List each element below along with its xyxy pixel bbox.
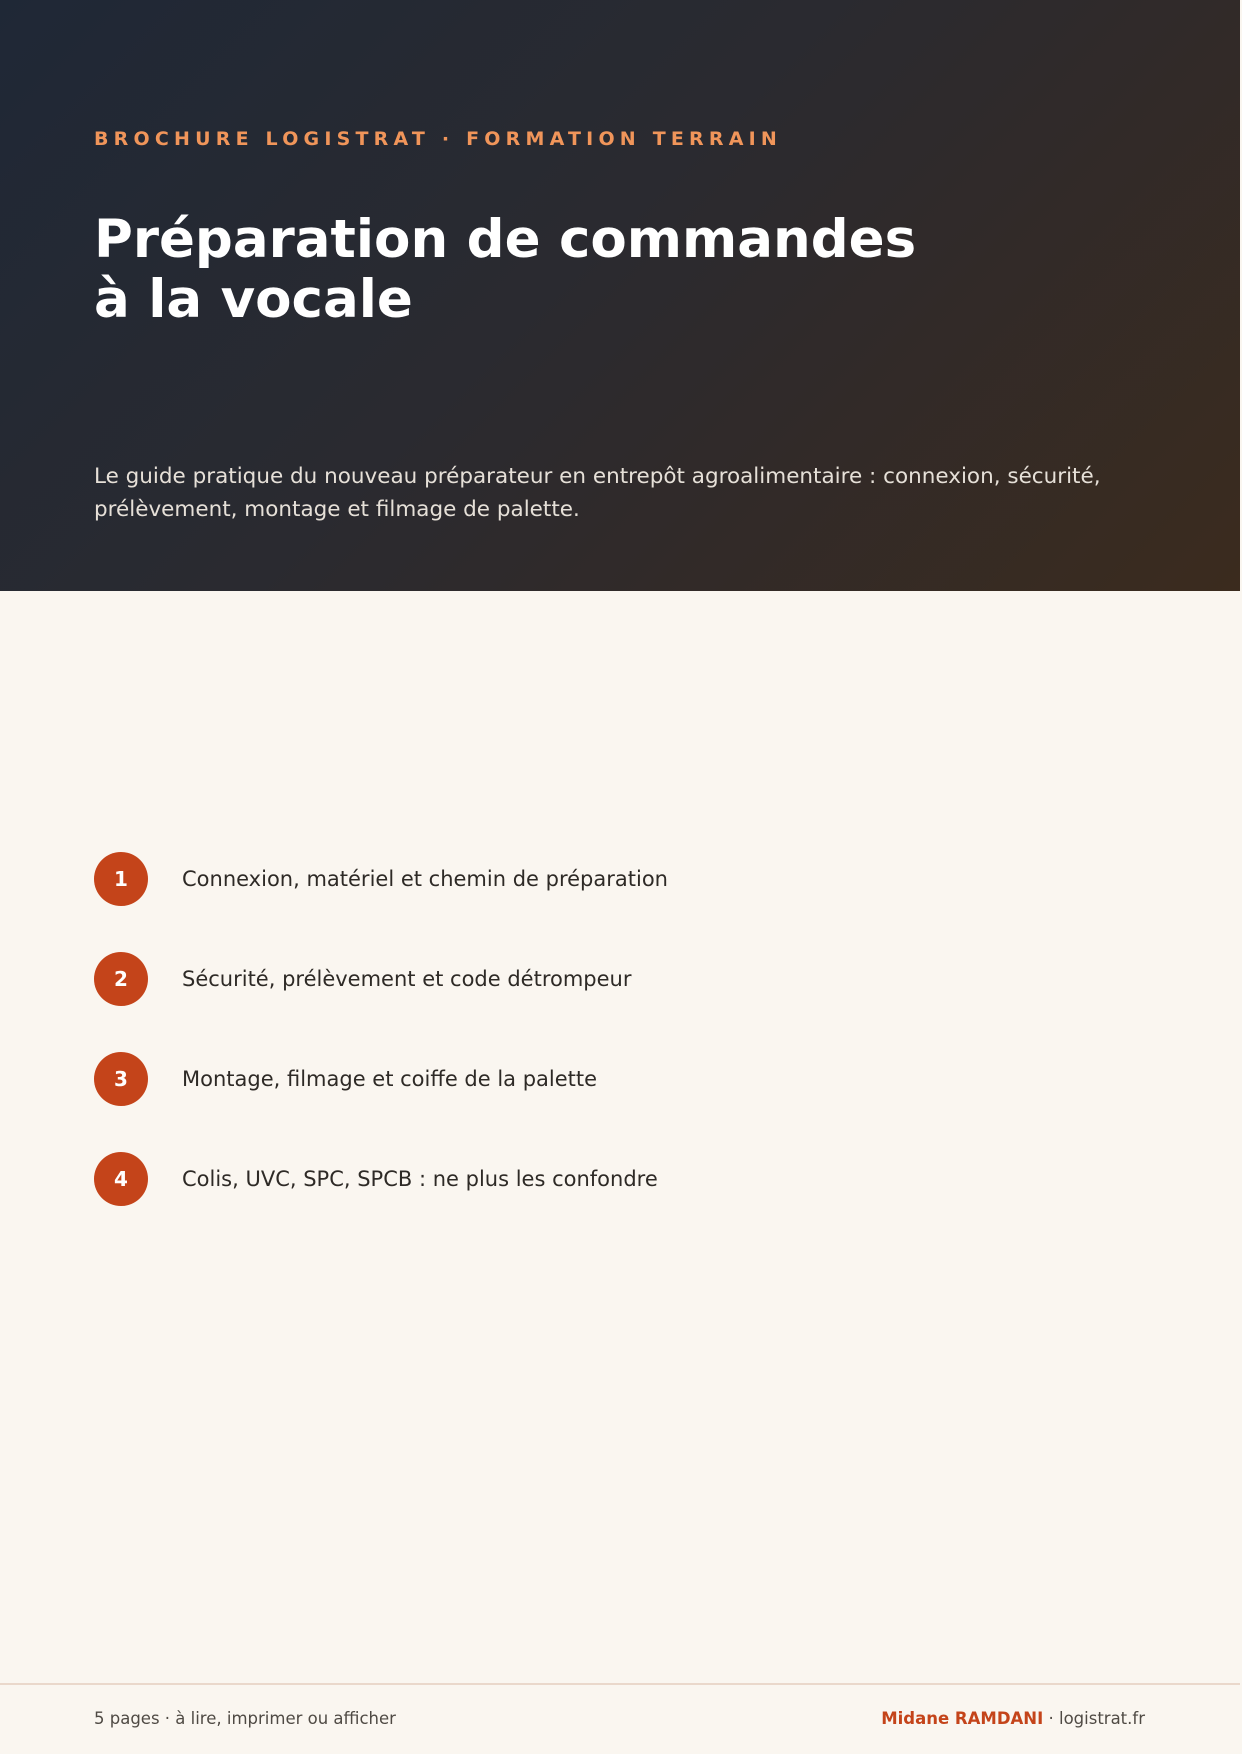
cover-subtitle: Le guide pratique du nouveau préparateur en entrepôt agroalimentaire : connexion, sécurité, prélèvement, montage et filmage de palette. (94, 464, 1101, 522)
toc-item-label: Montage, filmage et coiffe de la palette (182, 1067, 598, 1091)
page-title (94, 210, 1094, 330)
toc-number-badge: 1 (94, 852, 148, 906)
footer-page-info: 5 pages · à lire, imprimer ou afficher (94, 1709, 396, 1728)
toc-item-3 (94, 1052, 1094, 1106)
footer-credits (881, 1709, 1145, 1728)
title-line-1: Préparation de commandes (94, 209, 917, 270)
toc-item-label: Connexion, matériel et chemin de préparation (182, 867, 668, 891)
toc-item-2 (94, 952, 1094, 1006)
toc-item-4 (94, 1152, 1094, 1206)
toc-item-label: Colis, UVC, SPC, SPCB : ne plus les confondre (182, 1167, 658, 1191)
footer-divider (0, 1683, 1240, 1685)
eyebrow-label: BROCHURE LOGISTRAT · FORMATION TERRAIN (94, 128, 782, 150)
footer-author: Midane RAMDANI (881, 1709, 1044, 1728)
toc-item-1 (94, 852, 1094, 906)
toc-number-badge: 4 (94, 1152, 148, 1206)
title-line-2: à la vocale (94, 269, 413, 330)
footer-separator: · (1043, 1709, 1059, 1728)
toc-number-badge: 3 (94, 1052, 148, 1106)
toc-item-label: Sécurité, prélèvement et code détrompeur (182, 967, 632, 991)
cover-header (0, 0, 1240, 591)
toc-number-badge: 2 (94, 952, 148, 1006)
footer-site-link[interactable]: logistrat.fr (1058, 1709, 1145, 1728)
